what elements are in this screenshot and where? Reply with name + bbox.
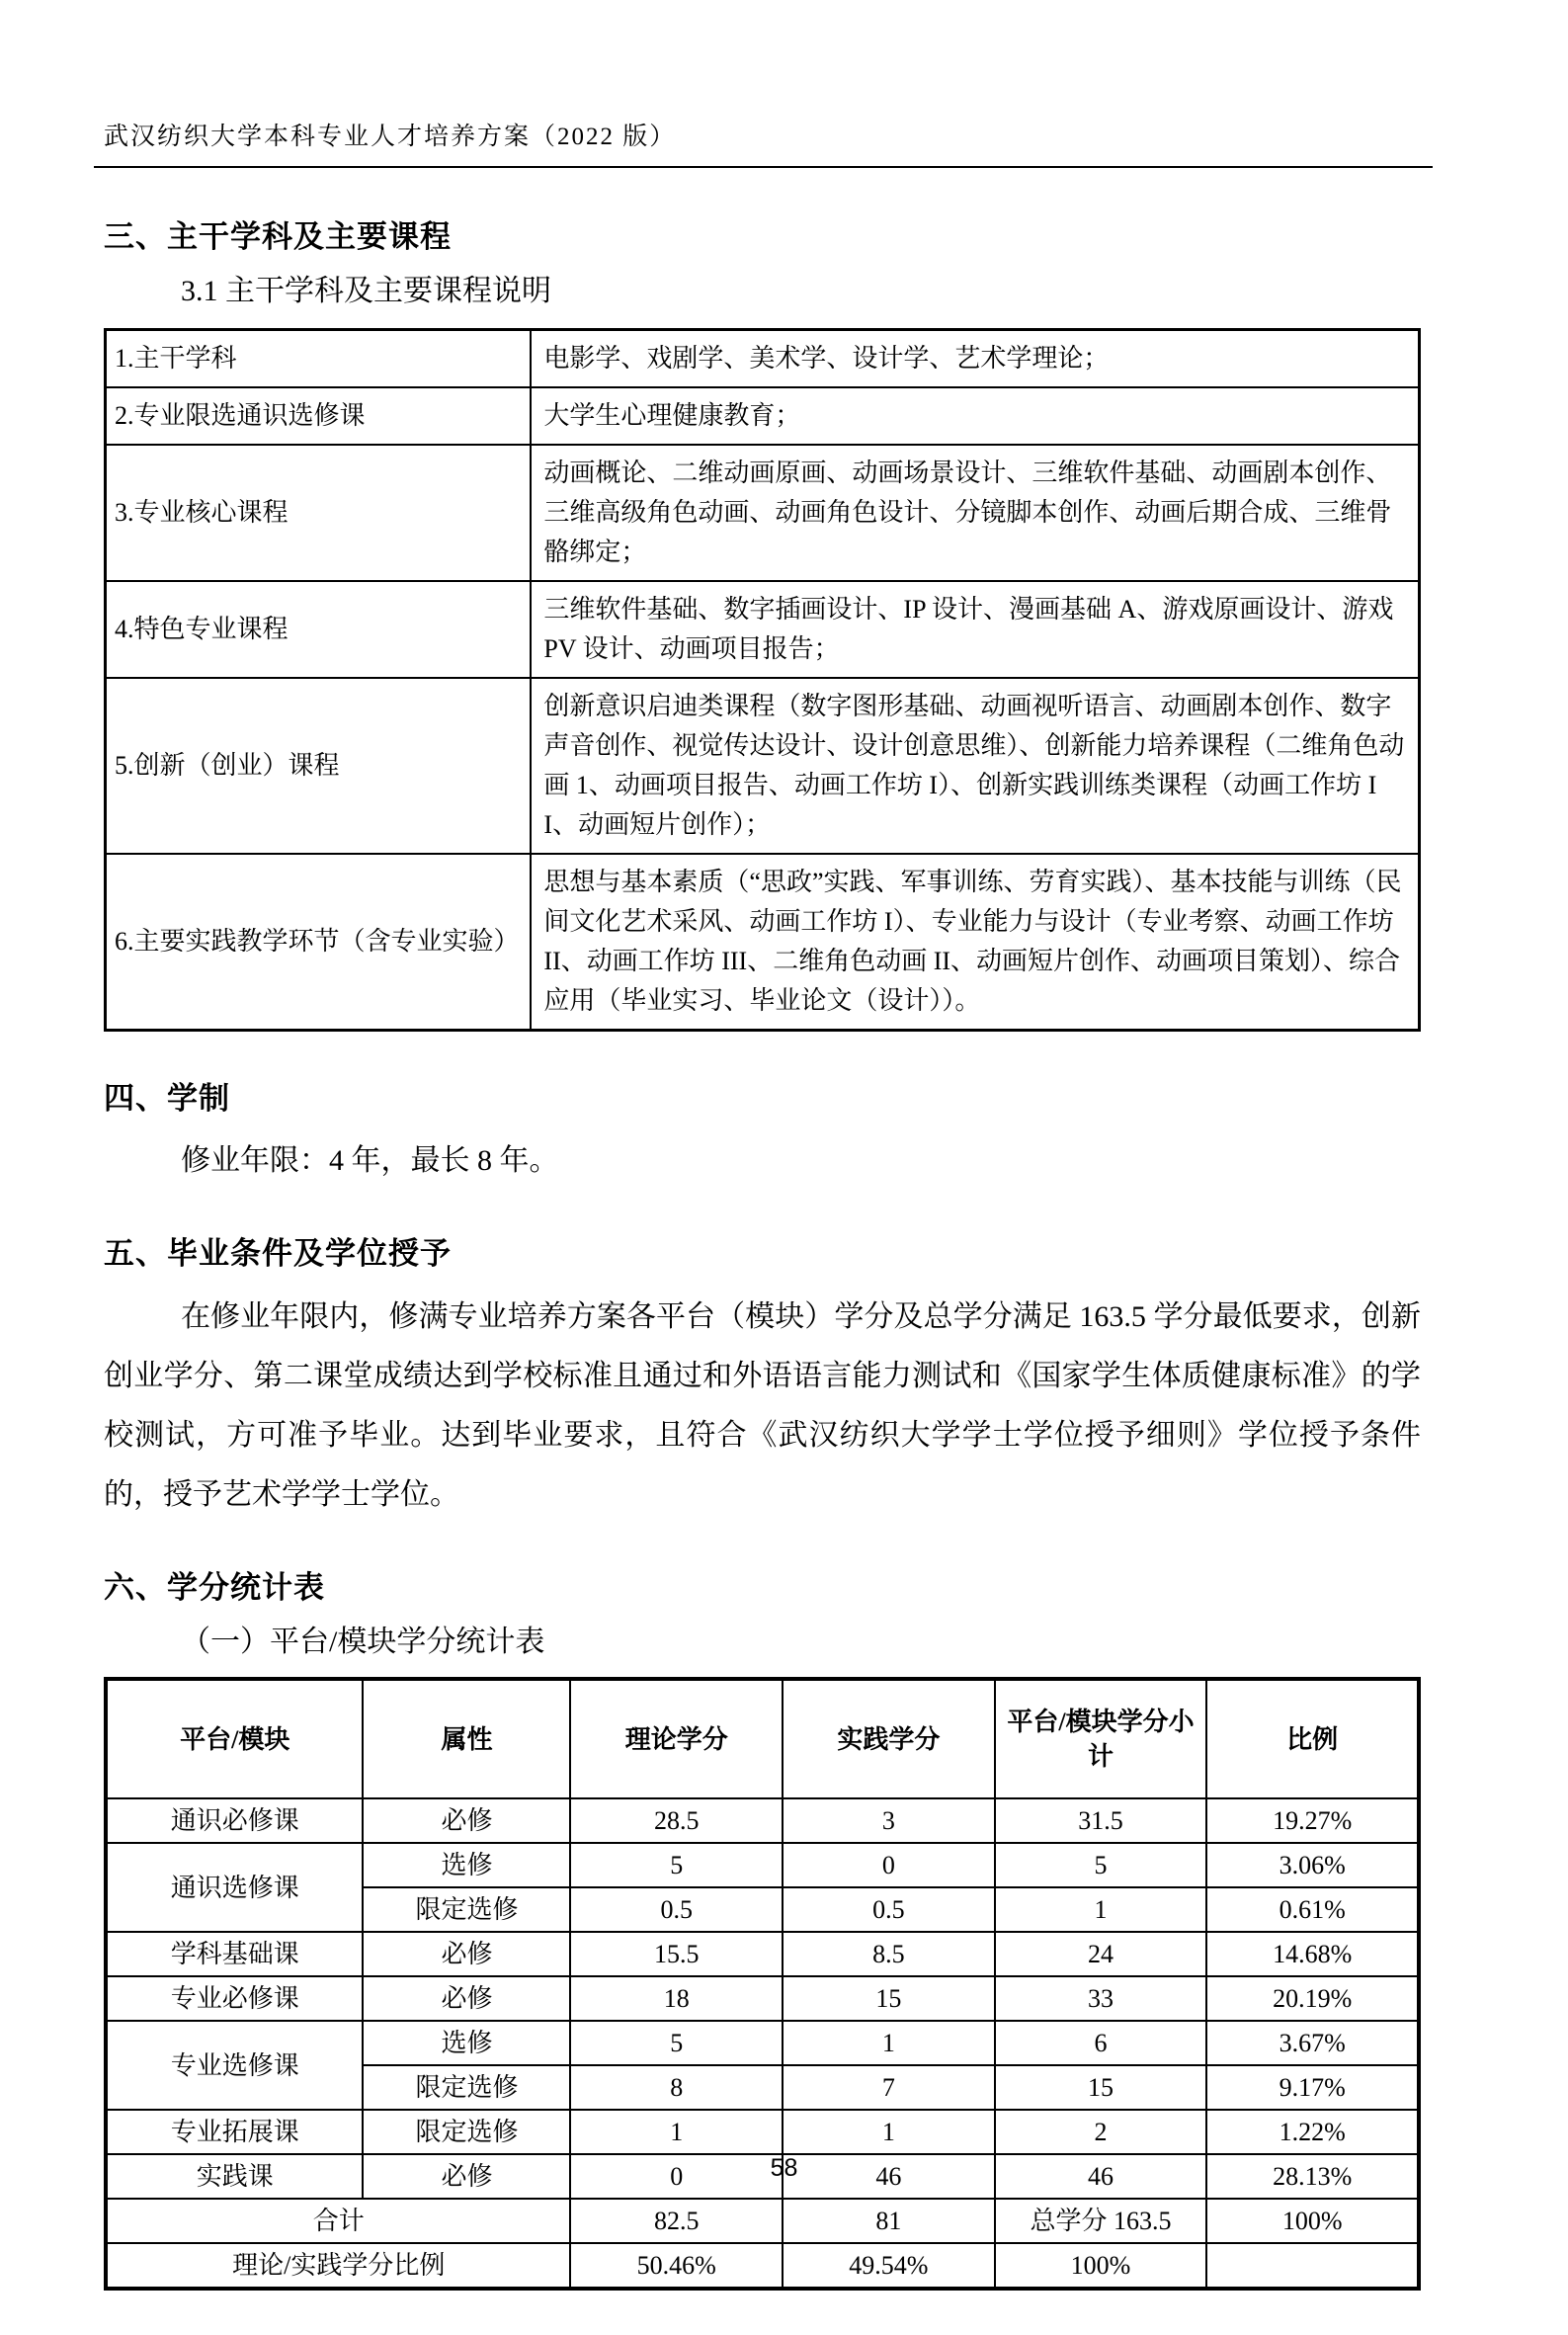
cell-practice: 3 (783, 1798, 995, 1843)
stats-row (106, 2110, 1419, 2154)
cell-attr: 必修 (363, 2154, 570, 2199)
cell-platform: 专业拓展课 (106, 2110, 363, 2154)
cell-ratio: 3.06% (1206, 1843, 1419, 1887)
cell-ratio: 19.27% (1206, 1798, 1419, 1843)
section-5-body: 在修业年限内，修满专业培养方案各平台（模块）学分及总学分满足 163.5 学分最低要求，创新创业学分、第二课堂成绩达到学校标准且通过和外语语言能力测试和《国家学生体质健康标准》的学校测试，方可准予毕业。达到毕业要求，且符合《武汉纺织大学学士学位授予细则》学位授予条件的，授予艺术学学士学位。 (104, 1299, 1421, 1511)
cell-ratio: 9.17% (1206, 2065, 1419, 2110)
cell-ratio: 1.22% (1206, 2110, 1419, 2154)
cell-practice: 49.54% (783, 2243, 995, 2289)
cell-ratio: 100% (1206, 2199, 1419, 2243)
stats-row (106, 1798, 1419, 1843)
page-content (0, 117, 1568, 2291)
row-content: 电影学、戏剧学、美术学、设计学、艺术学理论； (531, 330, 1419, 388)
cell-practice: 0.5 (783, 1887, 995, 1932)
cell-ratio: 3.67% (1206, 2021, 1419, 2065)
cell-ratio: 0.61% (1206, 1887, 1419, 1932)
row-content: 动画概论、二维动画原画、动画场景设计、三维软件基础、动画剧本创作、三维高级角色动画、动画角色设计、分镜脚本创作、动画后期合成、三维骨骼绑定； (531, 445, 1419, 581)
cell-attr: 必修 (363, 1798, 570, 1843)
cell-platform: 实践课 (106, 2154, 363, 2199)
section-4-heading: 四、学制 (104, 1081, 230, 1117)
cell-platform: 专业必修课 (106, 1976, 363, 2021)
col-header-ratio: 比例 (1206, 1679, 1419, 1798)
ratio-row-label: 理论/实践学分比例 (106, 2243, 570, 2289)
row-label: 4.特色专业课程 (106, 581, 532, 678)
row-content: 大学生心理健康教育； (531, 387, 1419, 445)
cell-ratio: 28.13% (1206, 2154, 1419, 2199)
cell-platform: 专业选修课 (106, 2021, 363, 2110)
cell-theory: 5 (570, 2021, 783, 2065)
cell-subtotal: 总学分 163.5 (995, 2199, 1207, 2243)
cell-theory: 8 (570, 2065, 783, 2110)
cell-practice: 46 (783, 2154, 995, 2199)
cell-theory: 0 (570, 2154, 783, 2199)
stats-row (106, 1976, 1419, 2021)
section-4-body: 修业年限：4 年，最长 8 年。 (181, 1143, 559, 1177)
section-3-subheading: 3.1 主干学科及主要课程说明 (181, 275, 551, 308)
row-label: 5.创新（创业）课程 (106, 678, 532, 854)
col-header-attr: 属性 (363, 1679, 570, 1798)
empty-cell (1206, 2243, 1419, 2289)
document-page (0, 117, 1568, 2335)
cell-theory: 0.5 (570, 1887, 783, 1932)
cell-subtotal: 15 (995, 2065, 1207, 2110)
stats-row (106, 1932, 1419, 1976)
cell-theory: 18 (570, 1976, 783, 2021)
section-6-subheading: （一）平台/模块学分统计表 (181, 1626, 545, 1659)
courses-table (104, 328, 1421, 1032)
stats-total-row (106, 2199, 1419, 2243)
row-content: 三维软件基础、数字插画设计、IP 设计、漫画基础 A、游戏原画设计、游戏 PV 设计、动画项目报告； (531, 581, 1419, 678)
credit-stats-table (104, 1677, 1421, 2291)
cell-platform: 学科基础课 (106, 1932, 363, 1976)
col-header-practice: 实践学分 (783, 1679, 995, 1798)
cell-practice: 0 (783, 1843, 995, 1887)
cell-theory: 1 (570, 2110, 783, 2154)
cell-platform: 通识必修课 (106, 1798, 363, 1843)
cell-theory: 28.5 (570, 1798, 783, 1843)
cell-attr: 限定选修 (363, 2110, 570, 2154)
table-row (106, 854, 1420, 1031)
cell-theory: 5 (570, 1843, 783, 1887)
cell-subtotal: 6 (995, 2021, 1207, 2065)
cell-platform: 通识选修课 (106, 1843, 363, 1932)
stats-header-row (106, 1679, 1419, 1798)
stats-row (106, 2021, 1419, 2065)
total-label: 合计 (106, 2199, 570, 2243)
cell-subtotal: 5 (995, 1843, 1207, 1887)
cell-practice: 7 (783, 2065, 995, 2110)
row-label: 3.专业核心课程 (106, 445, 532, 581)
stats-ratio-row (106, 2243, 1419, 2289)
table-row (106, 678, 1420, 854)
cell-theory: 50.46% (570, 2243, 783, 2289)
table-row (106, 581, 1420, 678)
table-row (106, 387, 1420, 445)
section-3-heading: 三、主干学科及主要课程 (104, 219, 452, 254)
section-5-heading: 五、毕业条件及学位授予 (104, 1235, 452, 1271)
cell-subtotal: 33 (995, 1976, 1207, 2021)
cell-subtotal: 1 (995, 1887, 1207, 1932)
cell-ratio: 14.68% (1206, 1932, 1419, 1976)
cell-theory: 82.5 (570, 2199, 783, 2243)
cell-practice: 15 (783, 1976, 995, 2021)
cell-subtotal: 31.5 (995, 1798, 1207, 1843)
page-number: 58 (770, 2154, 798, 2182)
row-content: 思想与基本素质（“思政”实践、军事训练、劳育实践）、基本技能与训练（民间文化艺术采风、动画工作坊 I）、专业能力与设计（专业考察、动画工作坊 II、动画工作坊 III、二维角色动画 II、动画短片创作、动画项目策划）、综合应用（毕业实习、毕业论文（设计））。 (531, 854, 1419, 1031)
col-header-theory: 理论学分 (570, 1679, 783, 1798)
stats-row (106, 1843, 1419, 1887)
row-content: 创新意识启迪类课程（数字图形基础、动画视听语言、动画剧本创作、数字声音创作、视觉传达设计、设计创意思维）、创新能力培养课程（二维角色动画 1、动画项目报告、动画工作坊 I）、创新实践训练类课程（动画工作坊 II、动画短片创作）； (531, 678, 1419, 854)
row-label: 2.专业限选通识选修课 (106, 387, 532, 445)
col-header-subtotal: 平台/模块学分小计 (995, 1679, 1207, 1798)
header-title: 武汉纺织大学本科专业人才培养方案（2022 版） (104, 124, 677, 150)
cell-attr: 选修 (363, 2021, 570, 2065)
cell-subtotal: 46 (995, 2154, 1207, 2199)
cell-practice: 1 (783, 2021, 995, 2065)
cell-attr: 选修 (363, 1843, 570, 1887)
cell-attr: 必修 (363, 1976, 570, 2021)
row-label: 1.主干学科 (106, 330, 532, 388)
table-row (106, 445, 1420, 581)
row-label: 6.主要实践教学环节（含专业实验） (106, 854, 532, 1031)
cell-practice: 8.5 (783, 1932, 995, 1976)
col-header-platform: 平台/模块 (106, 1679, 363, 1798)
cell-attr: 必修 (363, 1932, 570, 1976)
cell-subtotal: 100% (995, 2243, 1207, 2289)
cell-subtotal: 2 (995, 2110, 1207, 2154)
cell-subtotal: 24 (995, 1932, 1207, 1976)
cell-practice: 81 (783, 2199, 995, 2243)
cell-ratio: 20.19% (1206, 1976, 1419, 2021)
section-6-heading: 六、学分统计表 (104, 1569, 325, 1605)
cell-theory: 15.5 (570, 1932, 783, 1976)
cell-attr: 限定选修 (363, 2065, 570, 2110)
page-header (94, 117, 1433, 168)
cell-practice: 1 (783, 2110, 995, 2154)
table-row (106, 330, 1420, 388)
cell-attr: 限定选修 (363, 1887, 570, 1932)
